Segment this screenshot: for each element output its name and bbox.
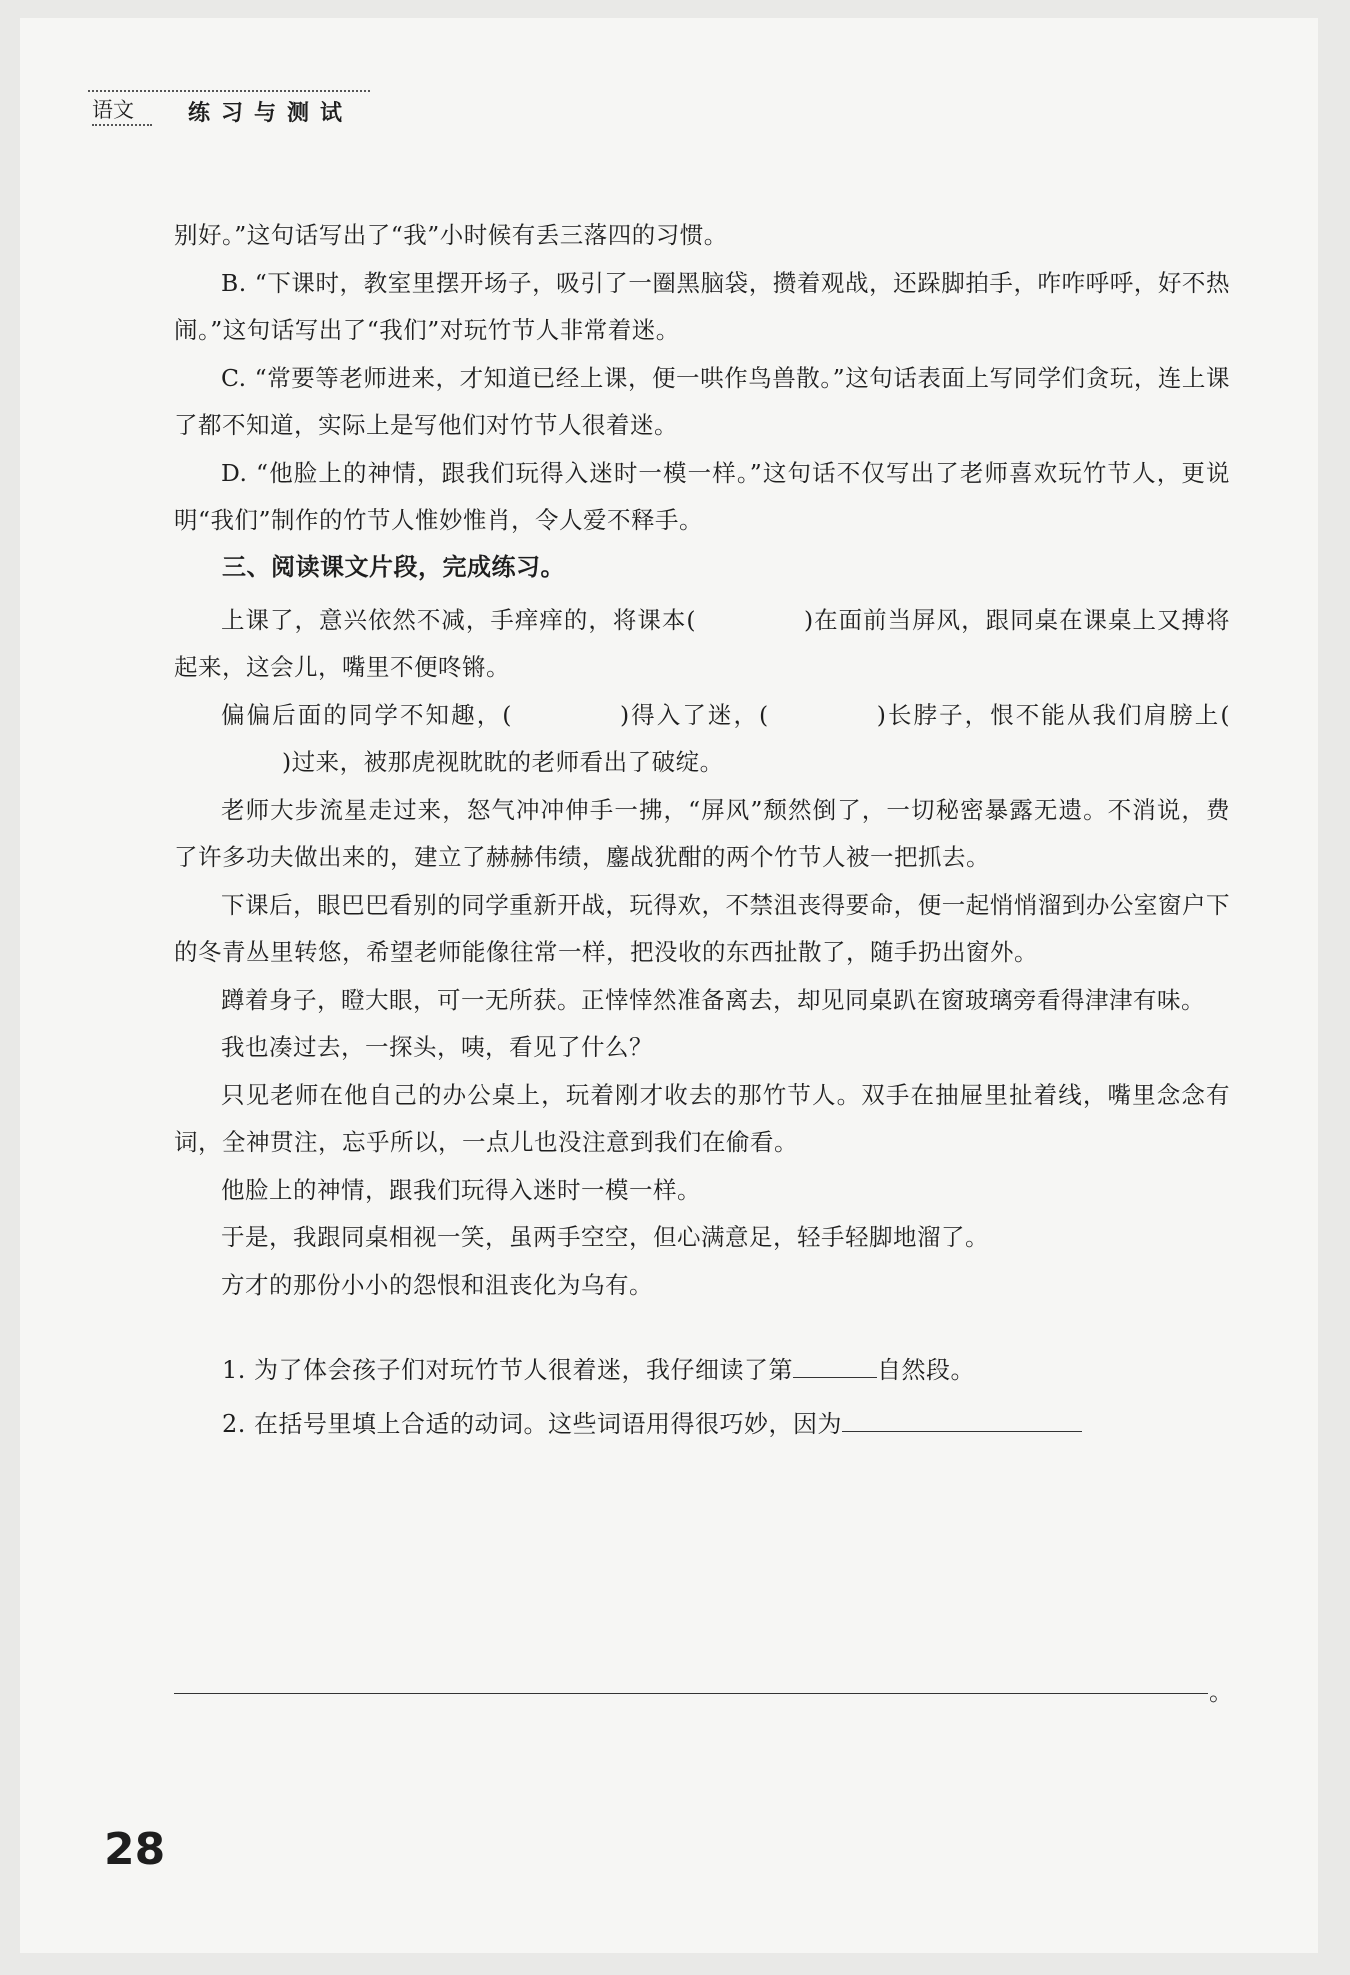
passage-paragraph-1 [174,597,1230,692]
passage-text: )在面前当屏风，跟同桌在课桌上又搏将起来，这会儿，嘴里不便咚锵。 [174,605,1231,681]
option-b: B. “下课时，教室里摆开场子，吸引了一圈黑脑袋，攒着观战，还跺脚拍手，咋咋呼呼，好不热闹。”这句话写出了“我们”对玩竹节人非常着迷。 [174,268,1230,344]
passage-text: 上课了，意兴依然不减，手痒痒的，将课本( [221,605,696,634]
passage-text: )得入了迷，( [619,700,769,729]
option-c: C. “常要等老师进来，才知道已经上课，便一哄作鸟兽散。”这句话表面上写同学们贪玩，连上课了都不知道，实际上是写他们对竹节人很着迷。 [174,363,1230,439]
passage-paragraph-9: 于是，我跟同桌相视一笑，虽两手空空，但心满意足，轻手轻脚地溜了。 [221,1223,989,1251]
passage-paragraph-6: 我也凑过去，一探头，咦，看见了什么？ [221,1033,653,1061]
answer-blank-1[interactable] [793,1353,877,1378]
question-text: 自然段。 [877,1356,976,1384]
passage-text: )过来，被那虎视眈眈的老师看出了破绽。 [282,748,724,776]
passage-text: )长脖子，恨不能从我们肩膀上( [876,700,1231,729]
question-text: 2. 在括号里填上合适的动词。这些词语用得很巧妙，因为 [222,1410,843,1438]
question-text: 1. 为了体会孩子们对玩竹节人很着迷，我仔细读了第 [222,1356,794,1384]
page-header [88,78,370,128]
answer-line[interactable] [174,1693,1208,1694]
passage-text: 偏偏后面的同学不知趣，( [221,700,512,729]
passage-paragraph-7: 只见老师在他自己的办公桌上，玩着刚才收去的那竹节人。双手在抽屉里扯着线，嘴里念念有词，全神贯注，忘乎所以，一点儿也没注意到我们在偷看。 [174,1080,1230,1156]
passage-paragraph-10: 方才的那份小小的怨恨和沮丧化为乌有。 [221,1270,653,1299]
section-title: 三、阅读课文片段，完成练习。 [222,552,565,581]
question-2 [174,1397,1230,1451]
reading-passage [174,597,1230,1310]
option-d: D. “他脸上的神情，跟我们玩得入迷时一模一样。”这句话不仅写出了老师喜欢玩竹节人，更说明“我们”制作的竹节人惟妙惟肖，令人爱不释手。 [174,458,1230,534]
header-dotted-rule [88,90,370,92]
question-1 [174,1343,1230,1397]
option-a-continued: 别好。”这句话写出了“我”小时候有丢三落四的习惯。 [174,221,728,249]
passage-paragraph-2 [174,692,1230,787]
page-content [174,212,1230,1451]
passage-paragraph-3: 老师大步流星走过来，怒气冲冲伸手一拂，“屏风”颓然倒了，一切秘密暴露无遗。不消说，费了许多功夫做出来的，建立了赫赫伟绩，鏖战犹酣的两个竹节人被一把抓去。 [174,795,1230,871]
passage-paragraph-5: 蹲着身子，瞪大眼，可一无所获。正悻悻然准备离去，却见同桌趴在窗玻璃旁看得津津有味。 [221,985,1205,1014]
passage-paragraph-8: 他脸上的神情，跟我们玩得入迷时一模一样。 [221,1175,701,1204]
answer-line-end-mark: 。 [1209,1678,1233,1706]
page-number: 28 [104,1824,166,1875]
passage-paragraph-4: 下课后，眼巴巴看别的同学重新开战，玩得欢，不禁沮丧得要命，便一起悄悄溜到办公室窗户下的冬青丛里转悠，希望老师能像往常一样，把没收的东西扯散了，随手扔出窗外。 [174,890,1230,966]
answer-blank-2[interactable] [842,1407,1082,1432]
series-title: 练习与测试 [188,101,354,126]
questions [174,1343,1230,1451]
subject-label: 语文 [92,96,152,126]
